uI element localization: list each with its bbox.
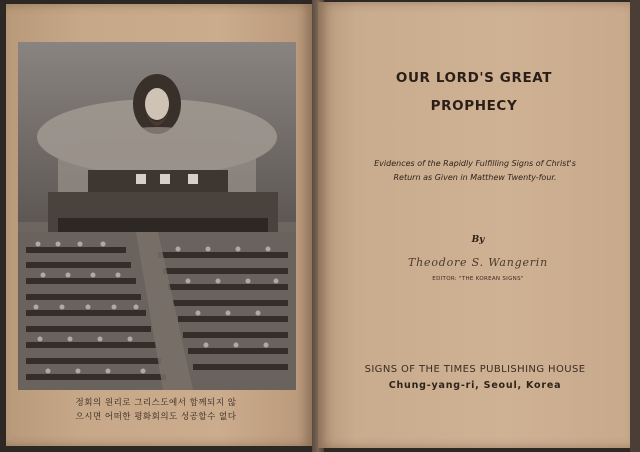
editor-credit: EDITOR: "THE KOREAN SIGNS" — [432, 276, 524, 282]
title-page — [318, 2, 630, 448]
book-title — [338, 64, 610, 120]
author-name: Theodore S. Wangerin — [407, 256, 549, 269]
title-line-1: OUR LORD'S GREAT — [395, 70, 553, 86]
subtitle-line-2: Return as Given in Matthew Twenty-four. — [393, 173, 557, 182]
page-edge — [630, 0, 640, 452]
caption-line-1: 정회의 원리로 그리스도에서 함께되지 않 — [75, 398, 237, 408]
book-subtitle — [340, 157, 610, 185]
photo-illustration — [18, 42, 296, 390]
subtitle-line-1: Evidences of the Rapidly Fulfilling Signs of Christ's — [374, 159, 576, 168]
photo-caption — [36, 396, 276, 424]
title-line-2: PROPHECY — [430, 98, 518, 114]
by-label: By — [471, 235, 485, 245]
congress-hall-photo — [18, 42, 296, 390]
left-page — [6, 4, 312, 446]
publisher-name: SIGNS OF THE TIMES PUBLISHING HOUSE — [364, 364, 586, 375]
caption-line-2: 으시면 어떠한 평화회의도 성공할수 없다 — [75, 412, 237, 422]
publisher-address: Chung-yang-ri, Seoul, Korea — [388, 380, 562, 391]
